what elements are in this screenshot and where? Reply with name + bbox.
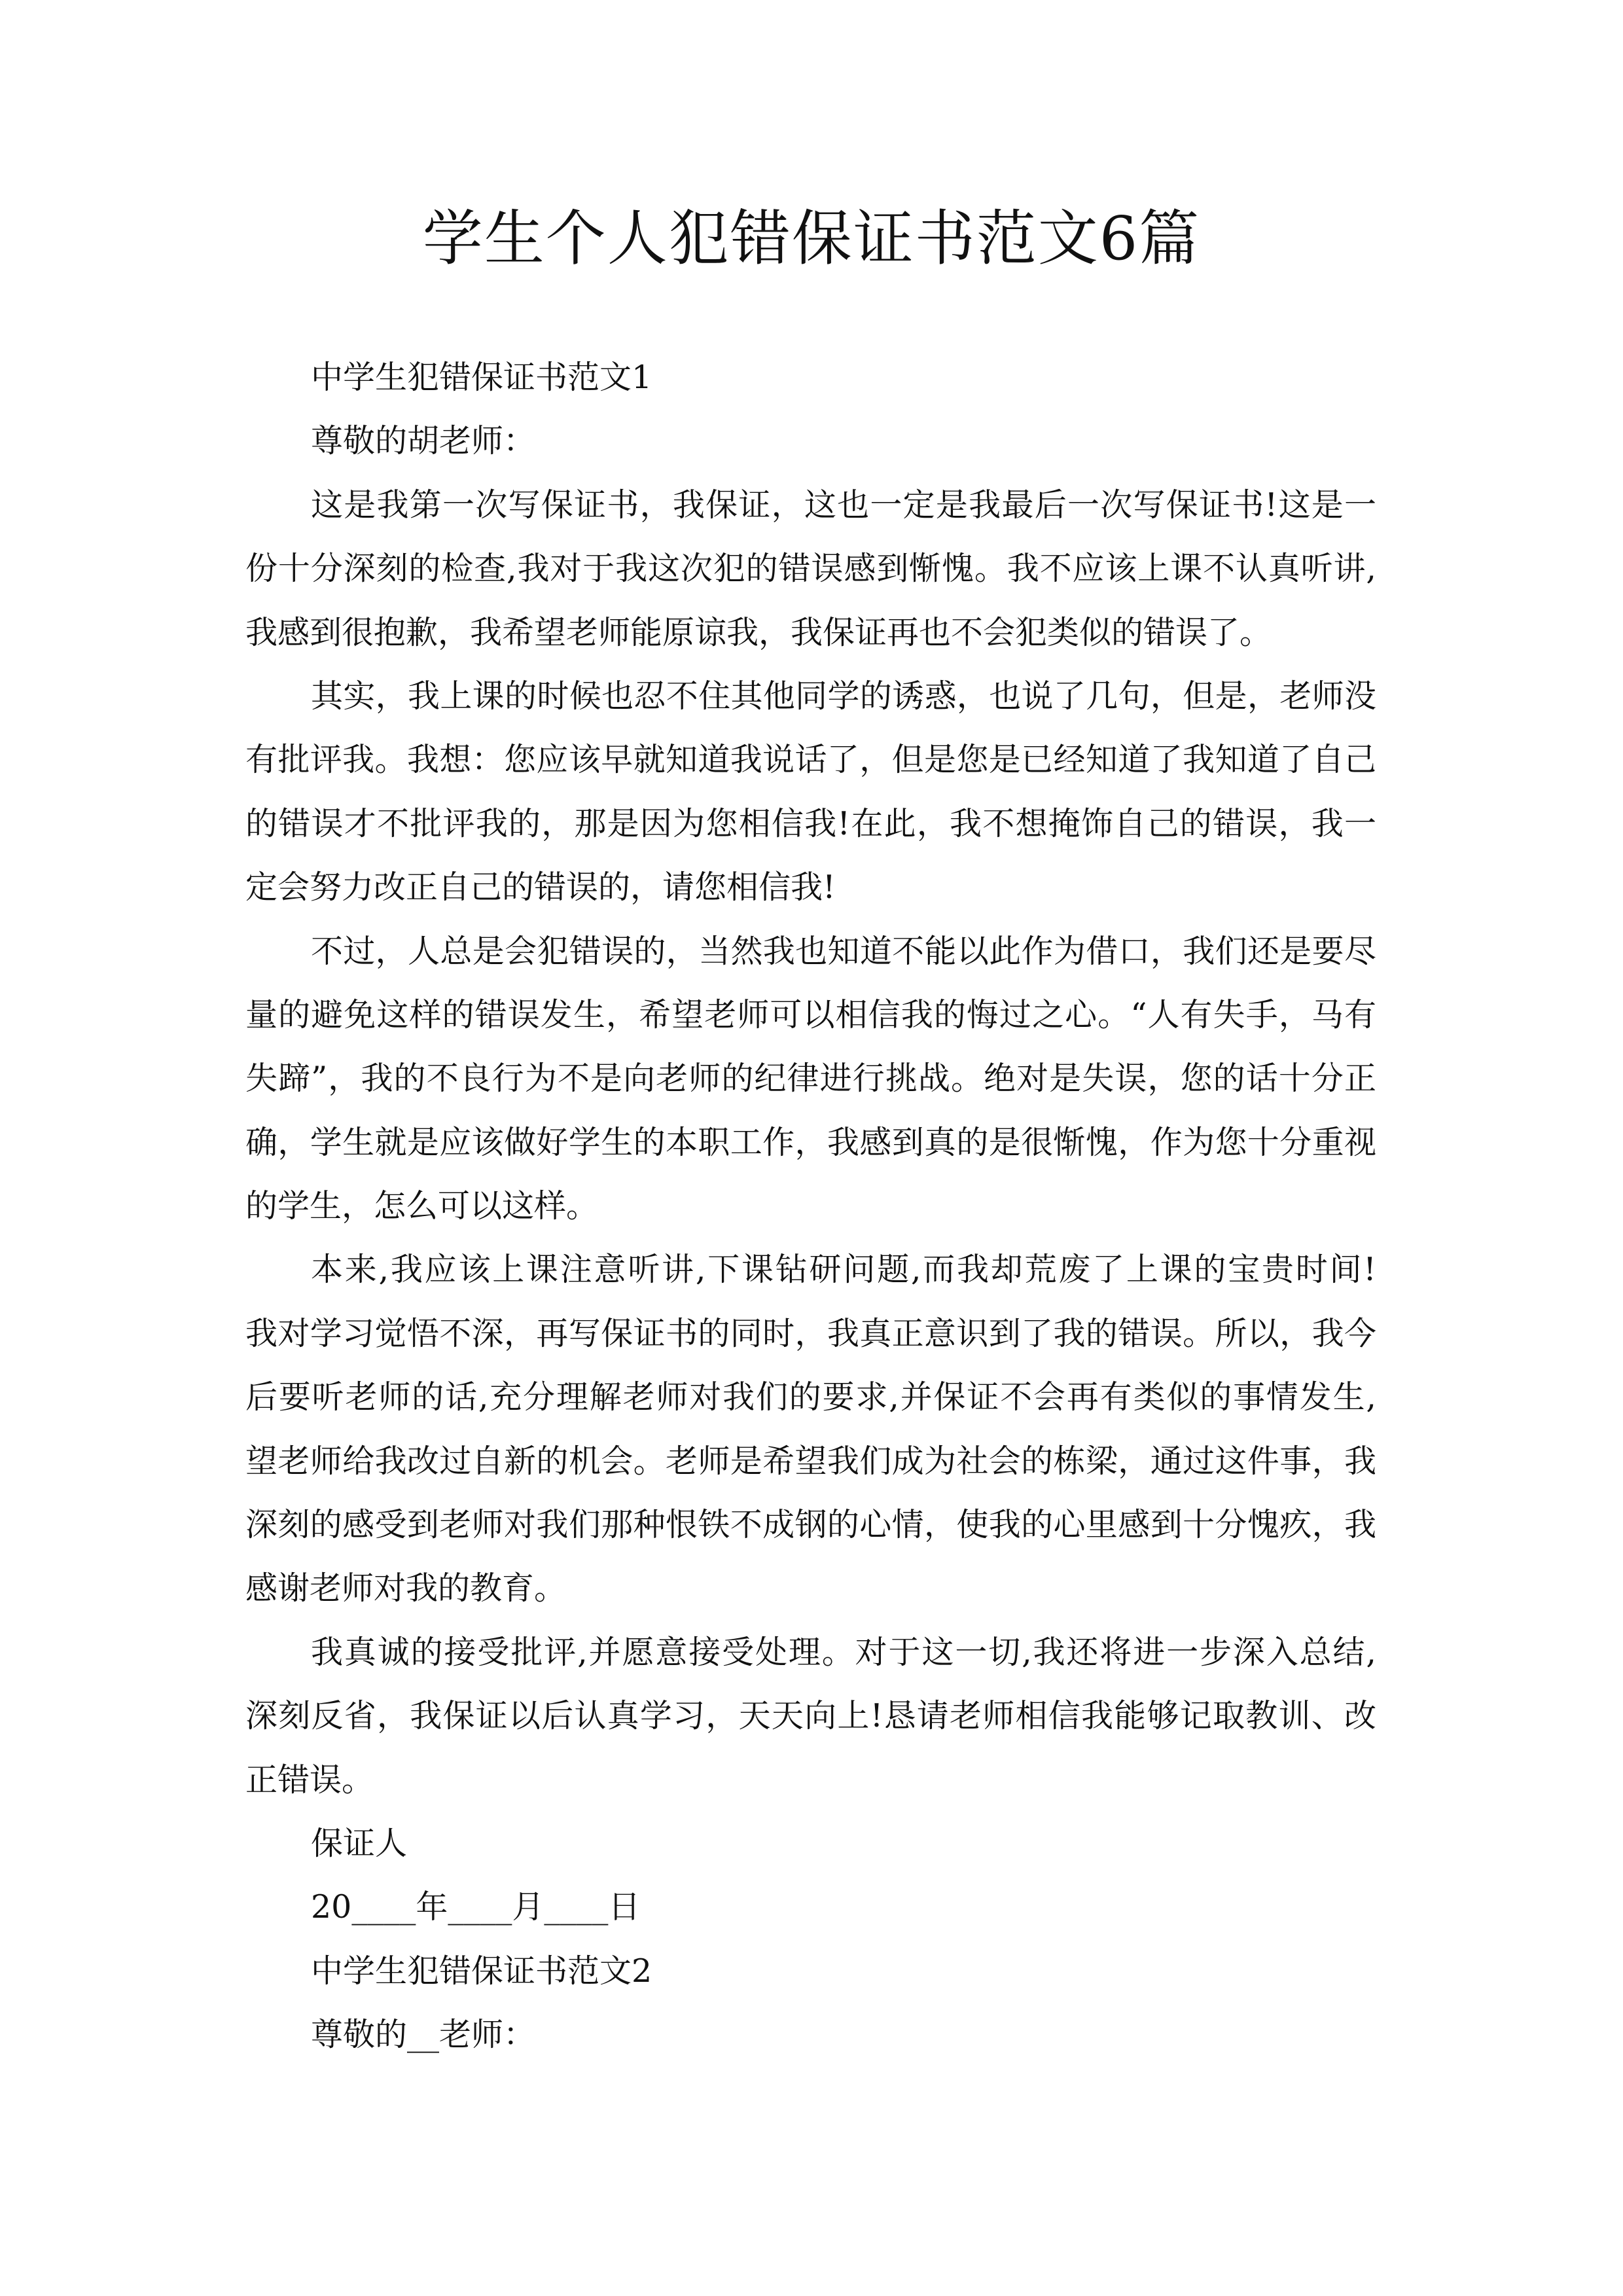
text-line: 的错误才不批评我的，那是因为您相信我!在此，我不想掩饰自己的错误，我一 [245,804,1376,842]
text-line: 失蹄”，我的不良行为不是向老师的纪律进行挑战。绝对是失误，您的话十分正 [245,1060,1376,1098]
text-line: 20____年____月____日 [311,1888,641,1926]
text-line: 我真诚的接受批评,并愿意接受处理。对于这一切,我还将进一步深入总结, [311,1633,1376,1671]
document-title: 学生个人犯错保证书范文6篇 [422,204,1201,274]
paragraph [245,1875,1376,1939]
text-line: 尊敬的胡老师： [311,422,536,460]
text-line: 望老师给我改过自新的机会。老师是希望我们成为社会的栋梁，通过这件事，我 [245,1442,1376,1480]
paragraph [245,1621,1376,1812]
text-line: 我感到很抱歉，我希望老师能原谅我，我保证再也不会犯类似的错误了。 [245,613,1272,651]
paragraph [245,1238,1376,1620]
text-line: 保证人 [311,1824,408,1862]
text-line: 确，学生就是应该做好学生的本职工作，我感到真的是很惭愧，作为您十分重视 [245,1123,1376,1161]
text-line: 中学生犯错保证书范文1 [311,359,652,396]
text-line: 感谢老师对我的教育。 [245,1570,567,1607]
text-line: 量的避免这样的错误发生，希望老师可以相信我的悔过之心。“人有失手，马有 [245,996,1376,1033]
text-line: 定会努力改正自己的错误的，请您相信我! [245,869,836,906]
text-line: 其实，我上课的时候也忍不住其他同学的诱惑，也说了几句，但是，老师没 [311,677,1376,715]
text-line: 份十分深刻的检查,我对于我这次犯的错误感到惭愧。我不应该上课不认真听讲, [245,550,1376,588]
document-body [245,346,1376,2067]
text-line: 的学生，怎么可以这样。 [245,1187,599,1225]
text-line: 后要听老师的话,充分理解老师对我们的要求,并保证不会再有类似的事情发生, [245,1378,1376,1416]
paragraph [245,1939,1376,2003]
paragraph [245,1812,1376,1875]
text-line: 本来,我应该上课注意听讲,下课钻研问题,而我却荒废了上课的宝贵时间! [311,1251,1376,1289]
text-line: 这是我第一次写保证书，我保证，这也一定是我最后一次写保证书!这是一 [311,486,1376,524]
paragraph [245,920,1376,1238]
paragraph [245,409,1376,473]
text-line: 中学生犯错保证书范文2 [311,1952,652,1990]
text-line: 尊敬的__老师： [311,2016,536,2054]
text-line: 正错误。 [245,1761,374,1799]
text-line: 有批评我。我想：您应该早就知道我说话了，但是您是已经知道了我知道了自己 [245,741,1376,779]
paragraph [245,2003,1376,2066]
paragraph [245,664,1376,920]
text-line: 深刻反省，我保证以后认真学习，天天向上!恳请老师相信我能够记取教训、改 [245,1697,1376,1735]
text-line: 深刻的感受到老师对我们那种恨铁不成钢的心情，使我的心里感到十分愧疚，我 [245,1506,1376,1544]
paragraph [245,473,1376,664]
text-line: 不过，人总是会犯错误的，当然我也知道不能以此作为借口，我们还是要尽 [311,932,1376,970]
text-line: 我对学习觉悟不深，再写保证书的同时，我真正意识到了我的错误。所以，我今 [245,1314,1376,1352]
paragraph [245,346,1376,409]
